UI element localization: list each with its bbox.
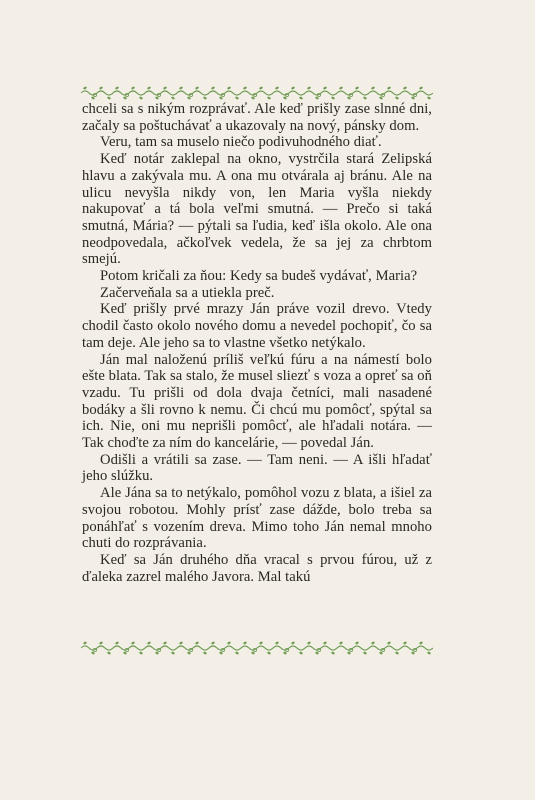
paragraph: Potom kričali za ňou: Kedy sa budeš vydávať, Maria?	[100, 268, 418, 285]
ornament-leaf	[147, 641, 151, 645]
ornament-leaf	[99, 641, 103, 645]
ornament-leaf	[179, 641, 183, 645]
ornament-leaf	[419, 641, 423, 645]
ornament-leaf	[339, 86, 343, 90]
ornament-vine	[81, 646, 433, 650]
ornament-leaf	[371, 86, 375, 90]
ornament-leaf	[179, 86, 183, 90]
page-text	[82, 101, 432, 585]
ornament-leaf	[331, 651, 335, 655]
ornament-leaf	[387, 641, 391, 645]
ornament-leaf	[115, 86, 119, 90]
paragraph: Keď prišly prvé mrazy Ján práve vozil drevo. Vtedy chodil často okolo nového domu a nevedel pochopiť, čo sa tam deje. Ale jeho sa to vlastne všetko netýkalo.	[82, 301, 432, 351]
ornament-vine	[81, 91, 433, 95]
ornament-leaf	[267, 96, 271, 100]
ornament-leaf	[403, 641, 407, 645]
ornament-leaf	[427, 96, 431, 100]
ornament-leaf	[355, 86, 359, 90]
ornament-leaf	[115, 641, 119, 645]
paragraph: Odišli a vrátili sa zase. — Tam neni. — A išli hľadať jeho slúžku.	[82, 451, 432, 485]
ornament-leaf	[139, 96, 143, 100]
ornament-leaf	[99, 86, 103, 90]
ornament-leaf	[163, 86, 167, 90]
ornament-leaf	[371, 641, 375, 645]
paragraph: Ján mal naloženú príliš veľkú fúru a na námestí bolo ešte blata. Tak sa stalo, že musel sliezť s voza a opreť sa oň vzadu. Tu prišli od dola dvaja četníci, mali nasadené bodáky a šli rovno k nemu. Či chcú mu pomôcť, spýtal sa ich. Nie, oni mu neprišli pomôcť, ale hľadali notára. — Tak choďte za ním do kancelárie, — povedal Ján.	[82, 351, 432, 452]
ornament-leaf	[243, 86, 247, 90]
ornament-leaf	[419, 86, 423, 90]
ornament-leaf	[259, 86, 263, 90]
ornament-leaf	[211, 641, 215, 645]
ornament-leaf	[131, 86, 135, 90]
ornament-leaf	[227, 86, 231, 90]
ornament-leaf	[243, 641, 247, 645]
ornament-leaf	[131, 641, 135, 645]
ornament-leaf	[387, 86, 391, 90]
ornament-leaf	[83, 641, 87, 645]
paragraph: Začerveňala sa a utiekla preč.	[100, 284, 275, 301]
ornament-leaf	[291, 641, 295, 645]
ornament-leaf	[203, 651, 207, 655]
ornament-leaf	[171, 651, 175, 655]
paragraph: Ale Jána sa to netýkalo, pomôhol vozu z blata, a išiel za svojou robotou. Mohly prísť zase dážde, bolo treba sa ponáhľať s vozením dreva. Mimo toho Ján nemal mnoho chuti do rozprávania.	[82, 485, 432, 552]
ornament-leaf	[195, 641, 199, 645]
top-ornament-border	[81, 85, 433, 101]
ornament-leaf	[323, 86, 327, 90]
ornament-leaf	[139, 651, 143, 655]
ornament-leaf	[299, 651, 303, 655]
ornament-leaf	[235, 651, 239, 655]
paragraph: Veru, tam sa muselo niečo podivuhodného diať.	[100, 134, 382, 151]
ornament-leaf	[299, 96, 303, 100]
ornament-leaf	[363, 651, 367, 655]
ornament-leaf	[307, 641, 311, 645]
ornament-leaf	[275, 641, 279, 645]
ornament-leaf	[171, 96, 175, 100]
ornament-leaf	[259, 641, 263, 645]
ornament-leaf	[363, 96, 367, 100]
ornament-leaf	[355, 641, 359, 645]
ornament-leaf	[275, 86, 279, 90]
ornament-leaf	[195, 86, 199, 90]
paragraph: chceli sa s nikým rozprávať. Ale keď prišly zase slnné dni, začaly sa poštuchávať a ukazovaly na nový, pánsky dom.	[82, 101, 432, 134]
ornament-leaf	[107, 651, 111, 655]
ornament-leaf	[395, 651, 399, 655]
ornament-leaf	[307, 86, 311, 90]
bottom-ornament-border	[81, 640, 433, 656]
ornament-leaf	[227, 641, 231, 645]
ornament-leaf	[147, 86, 151, 90]
ornament-leaf	[163, 641, 167, 645]
ornament-leaf	[427, 651, 431, 655]
ornament-leaf	[211, 86, 215, 90]
ornament-leaf	[83, 86, 87, 90]
ornament-leaf	[331, 96, 335, 100]
ornament-leaf	[235, 96, 239, 100]
paragraph: Keď notár zaklepal na okno, vystrčila stará Zelipská hlavu a zakývala mu. A ona mu otvárala aj bránu. Ale na ulicu nevyšla nikdy von, len Maria vyšla niekdy nakupovať a tá bola veľmi smutná. — Prečo si taká smutná, Mária? — pýtali sa ľudia, keď išla okolo. Ale ona neodpovedala, ačkoľvek vedela, že sa jej za chrbtom smejú.	[82, 151, 432, 268]
ornament-leaf	[395, 96, 399, 100]
ornament-leaf	[339, 641, 343, 645]
ornament-leaf	[291, 86, 295, 90]
paragraph: Keď sa Ján druhého dňa vracal s prvou fúrou, už z ďaleka zazrel malého Javora. Mal takú	[82, 551, 432, 585]
ornament-leaf	[267, 651, 271, 655]
ornament-leaf	[403, 86, 407, 90]
ornament-leaf	[323, 641, 327, 645]
ornament-leaf	[203, 96, 207, 100]
ornament-leaf	[107, 96, 111, 100]
